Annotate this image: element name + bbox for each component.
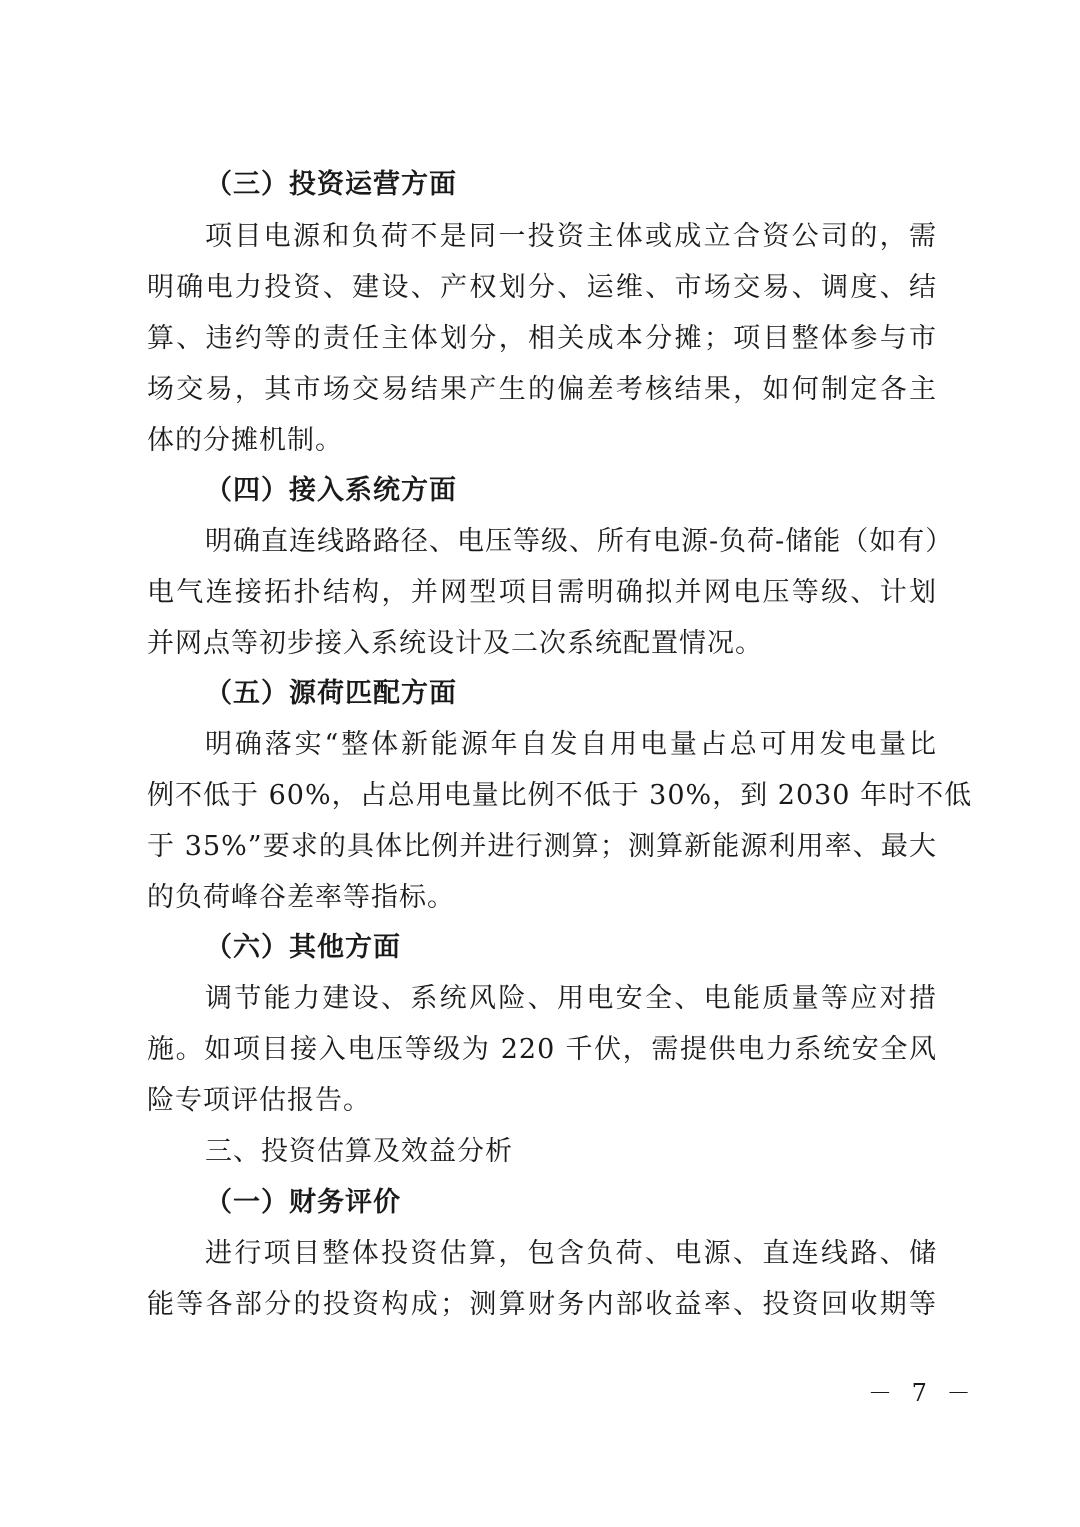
paragraph-line: 算、违约等的责任主体划分，相关成本分摊；项目整体参与市 <box>147 323 937 354</box>
paragraph-line: 进行项目整体投资估算，包含负荷、电源、直连线路、储 <box>205 1238 937 1269</box>
chapter-heading-investment-estimation: 三、投资估算及效益分析 <box>205 1136 513 1167</box>
section-heading-source-load-matching: （五）源荷匹配方面 <box>205 678 457 709</box>
paragraph-line: 的负荷峰谷差率等指标。 <box>147 882 455 913</box>
paragraph-line: 电气连接拓扑结构，并网型项目需明确拟并网电压等级、计划 <box>147 577 937 608</box>
paragraph-line: 并网点等初步接入系统设计及二次系统配置情况。 <box>147 628 763 659</box>
paragraph-line: 调节能力建设、系统风险、用电安全、电能质量等应对措 <box>205 983 937 1014</box>
paragraph-line: 能等各部分的投资构成；测算财务内部收益率、投资回收期等 <box>147 1289 937 1320</box>
section-heading-investment-operation: （三）投资运营方面 <box>205 169 457 200</box>
paragraph-line: 体的分摊机制。 <box>147 425 343 456</box>
paragraph-line: 施。如项目接入电压等级为 220 千伏，需提供电力系统安全风 <box>147 1034 937 1065</box>
paragraph-line: 明确直连线路路径、电压等级、所有电源-负荷-储能（如有） <box>205 526 954 557</box>
page-number: － 7 － <box>868 1379 977 1407</box>
paragraph-line: 险专项评估报告。 <box>147 1085 371 1116</box>
section-heading-financial-evaluation: （一）财务评价 <box>205 1187 401 1218</box>
paragraph-line: 项目电源和负荷不是同一投资主体或成立合资公司的，需 <box>205 221 937 252</box>
paragraph-line: 明确落实“整体新能源年自发自用电量占总可用发电量比 <box>205 729 937 760</box>
paragraph-line: 例不低于 60%，占总用电量比例不低于 30%，到 2030 年时不低 <box>147 780 973 811</box>
paragraph-line: 于 35%”要求的具体比例并进行测算；测算新能源利用率、最大 <box>147 831 937 862</box>
paragraph-line: 场交易，其市场交易结果产生的偏差考核结果，如何制定各主 <box>147 374 937 405</box>
paragraph-line: 明确电力投资、建设、产权划分、运维、市场交易、调度、结 <box>147 272 937 303</box>
section-heading-other-aspects: （六）其他方面 <box>205 932 401 963</box>
section-heading-grid-connection: （四）接入系统方面 <box>205 475 457 506</box>
